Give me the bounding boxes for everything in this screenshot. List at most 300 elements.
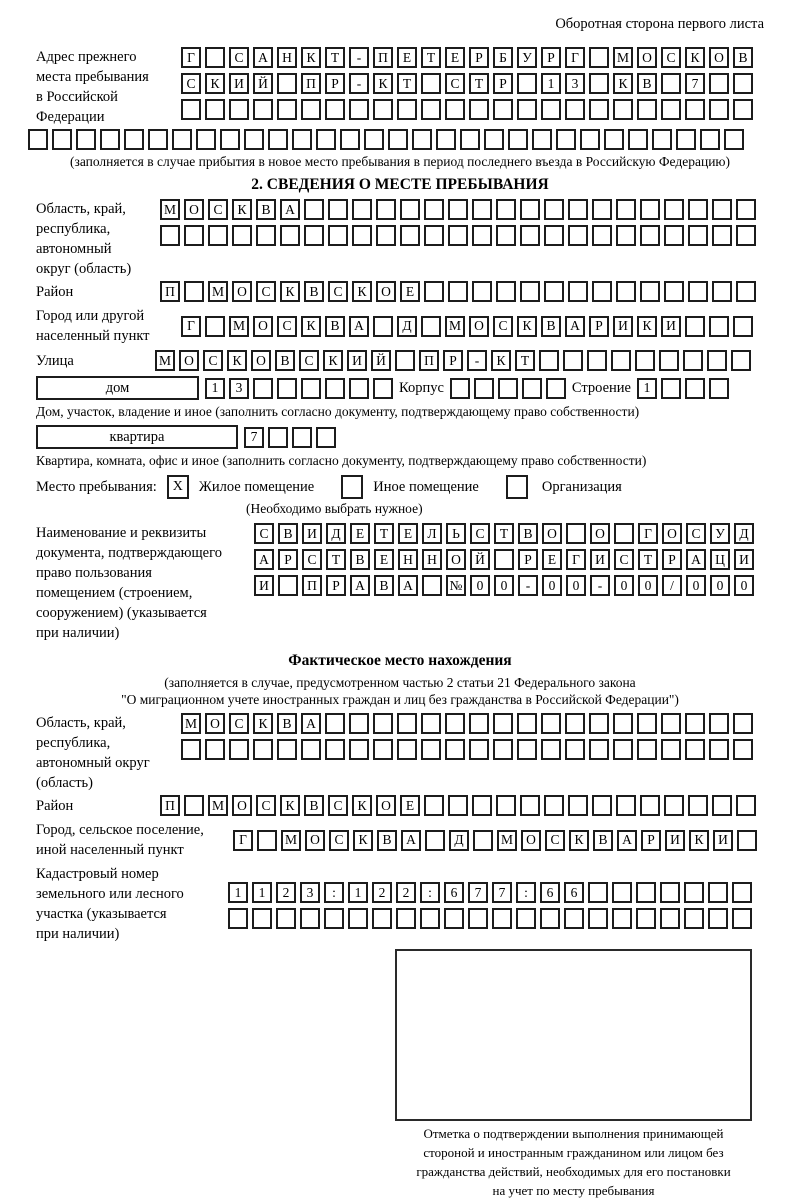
char-box: П: [301, 73, 321, 94]
char-box: А: [565, 316, 585, 337]
label-line: автономный округ: [36, 755, 150, 771]
char-box: [520, 281, 540, 302]
char-box: И: [254, 575, 274, 596]
section2-title: 2. СВЕДЕНИЯ О МЕСТЕ ПРЕБЫВАНИЯ: [251, 176, 549, 193]
label-line: "О миграционном учете иностранных граждан и лиц без гражданства в Российской Федерации"): [121, 692, 679, 707]
raion-group: [36, 281, 764, 302]
char-box: И: [590, 549, 610, 570]
char-box: К: [280, 281, 300, 302]
char-box: [304, 225, 324, 246]
char-box: [316, 129, 336, 150]
kadastr-label: [36, 864, 228, 944]
char-box: [637, 713, 657, 734]
char-box: [148, 129, 168, 150]
char-box: [373, 378, 393, 399]
kvartira-caption: Квартира, комната, офис и иное (заполнить согласно документу, подтверждающему право собственности): [36, 453, 647, 468]
char-box: [228, 908, 248, 929]
char-box: [685, 316, 705, 337]
char-box: [592, 795, 612, 816]
prev-address-row-2: [181, 73, 757, 94]
char-box: [684, 882, 704, 903]
char-box: [661, 378, 681, 399]
dom-field-box: дом: [36, 376, 199, 400]
page-side-note: Оборотная сторона первого листа: [555, 16, 764, 32]
char-box: [436, 129, 456, 150]
document-row-2: [254, 549, 758, 570]
label-line: в Российской: [36, 89, 118, 105]
char-box: 6: [540, 882, 560, 903]
char-box: С: [445, 73, 465, 94]
char-box: К: [253, 713, 273, 734]
char-box: [205, 47, 225, 68]
char-box: Е: [397, 47, 417, 68]
char-box: Е: [398, 523, 418, 544]
fact-raion-group: [36, 795, 764, 816]
char-box: К: [637, 316, 657, 337]
char-box: 1: [252, 882, 272, 903]
char-box: [252, 908, 272, 929]
char-box: К: [301, 47, 321, 68]
char-box: [300, 908, 320, 929]
stamp-caption: [395, 1124, 752, 1200]
char-box: [229, 99, 249, 120]
char-box: Р: [278, 549, 298, 570]
char-box: [277, 739, 297, 760]
char-box: Т: [515, 350, 535, 371]
char-box: [328, 225, 348, 246]
char-box: [613, 713, 633, 734]
char-box: [445, 739, 465, 760]
char-box: [612, 908, 632, 929]
char-box: [424, 199, 444, 220]
char-box: [664, 225, 684, 246]
char-box: [420, 908, 440, 929]
char-box: [484, 129, 504, 150]
char-box: Е: [400, 281, 420, 302]
char-box: [184, 281, 204, 302]
char-box: [280, 225, 300, 246]
char-box: 1: [205, 378, 225, 399]
char-box: [588, 908, 608, 929]
char-box: [684, 908, 704, 929]
char-box: Р: [326, 575, 346, 596]
char-box: [421, 73, 441, 94]
label-line: на учет по месту пребывания: [492, 1183, 655, 1198]
char-box: [52, 129, 72, 150]
char-box: Р: [662, 549, 682, 570]
char-box: О: [232, 281, 252, 302]
char-box: [540, 908, 560, 929]
char-box: П: [419, 350, 439, 371]
char-box: [348, 908, 368, 929]
char-box: [220, 129, 240, 150]
char-box: [712, 199, 732, 220]
char-box: 1: [637, 378, 657, 399]
char-box: [496, 281, 516, 302]
char-box: [450, 378, 470, 399]
gorod-label: [36, 306, 181, 346]
char-box: С: [470, 523, 490, 544]
char-box: [508, 129, 528, 150]
char-box: [349, 713, 369, 734]
char-box: [493, 713, 513, 734]
char-box: 0: [566, 575, 586, 596]
char-box: [636, 882, 656, 903]
label-line: Область, край,: [36, 201, 126, 217]
label-line: помещением (строением,: [36, 585, 193, 601]
char-box: [460, 129, 480, 150]
char-box: [472, 225, 492, 246]
char-box: [388, 129, 408, 150]
char-box: О: [542, 523, 562, 544]
char-box: К: [232, 199, 252, 220]
char-box: [448, 225, 468, 246]
korpus-label: Корпус: [399, 379, 444, 396]
char-box: О: [305, 830, 325, 851]
char-box: [661, 739, 681, 760]
char-box: С: [302, 549, 322, 570]
char-box: Г: [233, 830, 253, 851]
char-box: А: [349, 316, 369, 337]
label-line: при наличии): [36, 625, 120, 641]
char-box: В: [278, 523, 298, 544]
char-box: [400, 199, 420, 220]
char-box: [612, 882, 632, 903]
char-box: В: [277, 713, 297, 734]
char-box: [373, 739, 393, 760]
char-box: [616, 281, 636, 302]
char-box: [565, 739, 585, 760]
oblast-row-1: [160, 199, 760, 220]
char-box: Д: [326, 523, 346, 544]
char-box: О: [709, 47, 729, 68]
char-box: [685, 713, 705, 734]
char-box: К: [569, 830, 589, 851]
char-box: Т: [326, 549, 346, 570]
char-box: Г: [181, 316, 201, 337]
char-box: Р: [443, 350, 463, 371]
char-box: 0: [614, 575, 634, 596]
char-box: [660, 882, 680, 903]
char-box: [683, 350, 703, 371]
char-box: [325, 713, 345, 734]
char-box: [709, 713, 729, 734]
char-box: С: [661, 47, 681, 68]
dom-number-row: [205, 378, 397, 399]
char-box: [637, 739, 657, 760]
char-box: [592, 281, 612, 302]
fact-oblast-row-1: [181, 713, 757, 734]
char-box: [373, 99, 393, 120]
char-box: [340, 129, 360, 150]
char-box: 3: [229, 378, 249, 399]
char-box: О: [251, 350, 271, 371]
char-box: К: [491, 350, 511, 371]
char-box: 0: [734, 575, 754, 596]
char-box: [544, 199, 564, 220]
char-box: С: [256, 281, 276, 302]
label-line: гражданства действий, необходимых для его постановки: [416, 1164, 731, 1179]
label-line: округ (область): [36, 261, 132, 277]
char-box: [737, 830, 757, 851]
char-box: 1: [228, 882, 248, 903]
char-box: Е: [350, 523, 370, 544]
char-box: Р: [325, 73, 345, 94]
char-box: [256, 225, 276, 246]
char-box: [232, 225, 252, 246]
char-box: [611, 350, 631, 371]
char-box: [732, 882, 752, 903]
char-box: А: [254, 549, 274, 570]
gorod-group: [36, 306, 764, 346]
char-box: [278, 575, 298, 596]
char-box: [376, 225, 396, 246]
char-box: [205, 739, 225, 760]
label-line: Отметка о подтверждении выполнения принимающей: [423, 1126, 724, 1141]
char-box: [292, 129, 312, 150]
char-box: П: [160, 795, 180, 816]
char-box: Г: [638, 523, 658, 544]
kvartira-line: [36, 425, 764, 449]
char-box: [688, 225, 708, 246]
char-box: [568, 199, 588, 220]
char-box: [592, 199, 612, 220]
char-box: [421, 99, 441, 120]
char-box: [568, 225, 588, 246]
prev-address-row-1: [181, 47, 757, 68]
char-box: 2: [372, 882, 392, 903]
char-box: К: [352, 281, 372, 302]
char-box: К: [323, 350, 343, 371]
char-box: [445, 99, 465, 120]
char-box: 7: [468, 882, 488, 903]
char-box: [253, 99, 273, 120]
char-box: О: [637, 47, 657, 68]
char-box: [520, 225, 540, 246]
char-box: К: [205, 73, 225, 94]
char-box: [76, 129, 96, 150]
char-box: [352, 225, 372, 246]
char-box: [328, 199, 348, 220]
char-box: [472, 199, 492, 220]
char-box: [664, 795, 684, 816]
char-box: [444, 908, 464, 929]
char-box: [589, 47, 609, 68]
char-box: П: [302, 575, 322, 596]
prev-address-row-3: [181, 99, 757, 120]
char-box: [709, 378, 729, 399]
char-box: 1: [541, 73, 561, 94]
char-box: [616, 225, 636, 246]
oblast-group: [36, 199, 764, 279]
char-box: [660, 908, 680, 929]
label-line: населенный пункт: [36, 328, 150, 344]
document-label: [36, 523, 254, 643]
char-box: Н: [422, 549, 442, 570]
char-box: [352, 199, 372, 220]
char-box: [733, 99, 753, 120]
char-box: [425, 830, 445, 851]
raion-row: [160, 281, 760, 302]
char-box: Т: [374, 523, 394, 544]
label-line: автономный: [36, 241, 112, 257]
dom-caption: Дом, участок, владение и иное (заполнить согласно документу, подтверждающему право собственности): [36, 404, 640, 419]
label-line: при наличии): [36, 926, 120, 942]
char-box: 3: [565, 73, 585, 94]
prev-address-overflow-row: [28, 129, 764, 150]
fact-oblast-group: [36, 713, 764, 793]
label-line: республика,: [36, 735, 111, 751]
char-box: [736, 281, 756, 302]
char-box: [316, 427, 336, 448]
char-box: 0: [542, 575, 562, 596]
kadastr-group: [36, 864, 764, 944]
char-box: Б: [493, 47, 513, 68]
char-box: [640, 199, 660, 220]
stamp-area: [395, 949, 752, 1200]
label-line: участка (указывается: [36, 906, 167, 922]
char-box: [422, 575, 442, 596]
char-box: [372, 908, 392, 929]
char-box: Н: [398, 549, 418, 570]
char-box: М: [160, 199, 180, 220]
char-box: [736, 199, 756, 220]
ulitsa-label: Улица: [36, 352, 74, 369]
char-box: [468, 908, 488, 929]
char-box: 7: [492, 882, 512, 903]
char-box: А: [617, 830, 637, 851]
char-box: [205, 316, 225, 337]
char-box: Ь: [446, 523, 466, 544]
char-box: [709, 73, 729, 94]
mesto-line: [36, 475, 764, 499]
char-box: [28, 129, 48, 150]
char-box: [736, 225, 756, 246]
char-box: С: [299, 350, 319, 371]
char-box: О: [521, 830, 541, 851]
char-box: С: [328, 281, 348, 302]
char-box: С: [277, 316, 297, 337]
raion-label: Район: [36, 283, 74, 300]
char-box: [277, 99, 297, 120]
kvartira-field-box: квартира: [36, 425, 238, 449]
char-box: Т: [325, 47, 345, 68]
char-box: [541, 739, 561, 760]
char-box: [640, 281, 660, 302]
char-box: [676, 129, 696, 150]
char-box: К: [373, 73, 393, 94]
char-box: [349, 739, 369, 760]
char-box: Т: [638, 549, 658, 570]
char-box: [635, 350, 655, 371]
char-box: 0: [710, 575, 730, 596]
char-box: О: [469, 316, 489, 337]
char-box: [373, 713, 393, 734]
label-line: Федерации: [36, 109, 105, 125]
char-box: [472, 795, 492, 816]
char-box: [628, 129, 648, 150]
char-box: И: [613, 316, 633, 337]
char-box: [588, 882, 608, 903]
char-box: [709, 739, 729, 760]
kadastr-row-2: [228, 908, 756, 929]
char-box: [688, 199, 708, 220]
label-line: стороной и иностранным гражданином или лицом без: [423, 1145, 724, 1160]
char-box: [253, 739, 273, 760]
char-box: [517, 99, 537, 120]
char-box: №: [446, 575, 466, 596]
char-box: С: [493, 316, 513, 337]
char-box: [469, 713, 489, 734]
char-box: Н: [277, 47, 297, 68]
gorod-row: [181, 316, 757, 337]
char-box: Р: [641, 830, 661, 851]
char-box: [568, 795, 588, 816]
char-box: [349, 378, 369, 399]
label-line: (область): [36, 775, 93, 791]
char-box: [277, 73, 297, 94]
char-box: С: [329, 830, 349, 851]
char-box: [196, 129, 216, 150]
char-box: [544, 795, 564, 816]
fact-gorod-label: [36, 820, 233, 860]
char-box: [496, 199, 516, 220]
char-box: П: [373, 47, 393, 68]
char-box: [565, 713, 585, 734]
char-box: [661, 73, 681, 94]
char-box: [589, 99, 609, 120]
char-box: Т: [397, 73, 417, 94]
char-box: [253, 378, 273, 399]
fact-gorod-row: [233, 830, 761, 851]
char-box: М: [445, 316, 465, 337]
char-box: [517, 713, 537, 734]
char-box: С: [208, 199, 228, 220]
char-box: [304, 199, 324, 220]
char-box: С: [686, 523, 706, 544]
char-box: А: [686, 549, 706, 570]
char-box: В: [275, 350, 295, 371]
char-box: [181, 739, 201, 760]
char-box: [733, 316, 753, 337]
char-box: Е: [542, 549, 562, 570]
char-box: Л: [422, 523, 442, 544]
char-box: О: [376, 795, 396, 816]
oblast-label: [36, 199, 160, 279]
char-box: [731, 350, 751, 371]
char-box: О: [376, 281, 396, 302]
char-box: [613, 739, 633, 760]
char-box: [469, 99, 489, 120]
mesto-label: Место пребывания:: [36, 478, 157, 495]
char-box: [421, 316, 441, 337]
char-box: 2: [276, 882, 296, 903]
char-box: А: [280, 199, 300, 220]
char-box: [184, 795, 204, 816]
char-box: [587, 350, 607, 371]
char-box: [700, 129, 720, 150]
label-line: Кадастровый номер: [36, 866, 159, 882]
prev-address-label: [36, 47, 181, 127]
char-box: Т: [494, 523, 514, 544]
char-box: [688, 795, 708, 816]
label-line: (заполняется в случае, предусмотренном частью 2 статьи 21 Федерального закона: [164, 675, 636, 690]
char-box: 0: [638, 575, 658, 596]
char-box: [712, 225, 732, 246]
char-box: Е: [374, 549, 394, 570]
char-box: [448, 795, 468, 816]
label-line: Город или другой: [36, 308, 145, 324]
